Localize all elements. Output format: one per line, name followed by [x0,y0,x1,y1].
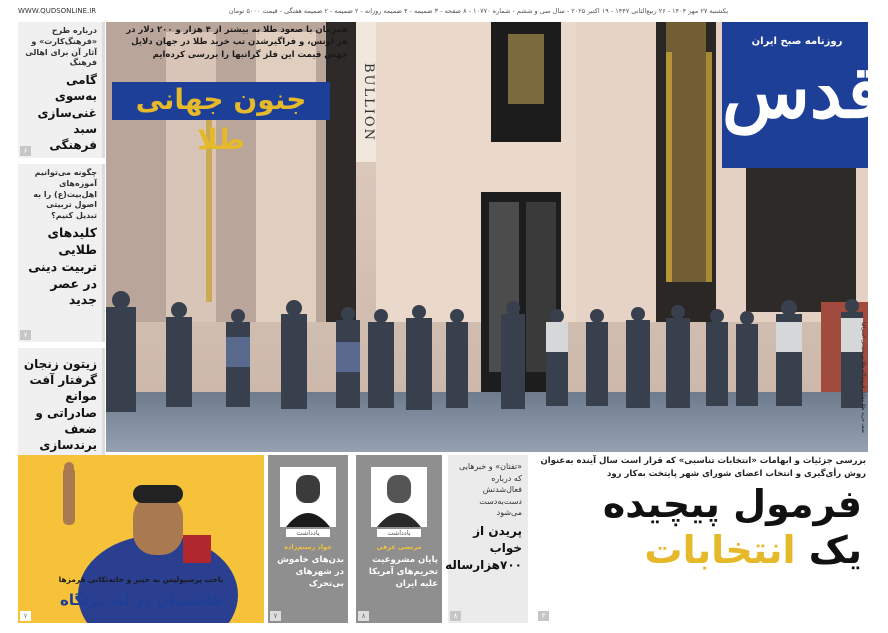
sidebar [18,22,102,452]
column-text: پایان مشروعیت تحریم‌های آمریکا علیه ایران [368,555,438,589]
sidebar-headline: کلیدهای طلایی تربیت دینی در عصر جدید [28,224,97,308]
logo-text: قدس [722,49,883,134]
main-headline-1: فرمول پیچیده [602,481,862,526]
page-number: ۸ [450,611,461,621]
bullion-sign: BULLION [361,62,376,142]
lead-headline: جنون جهانی طلا [135,83,307,156]
column-label: یادداشت [377,529,421,537]
sidebar-question: چگونه می‌توانیم آموزه‌های اهل‌بیت(ع) را به اصول تربیتی تبدیل کنیم؟ [33,168,97,221]
site-url[interactable]: WWW.QUDSONLINE.IR [18,7,97,15]
logo-tagline: روزنامه صبح ایران [751,36,843,47]
lead-headline-box[interactable] [112,24,348,156]
page-number: ۳ [538,611,549,621]
sport-subhead: باخت پرسپولیس به خیبر و خانه‌تکانی قرمزها [58,575,224,584]
photo-caption: صف خرید طلا مقابل فروشگاه طلا در سیدنی استرالیا [860,322,866,433]
lead-subhead: همزمان با صعود طلا به بیشتر از ۴ هزار و ۲۰۰ دلار در هر اونس، و فراگیرشدن تب خرید طلا در جهان دلایل جهش قیمت این فلز گرانبها را بررسی کرده‌ایم [126,25,348,60]
opinion-column-1[interactable] [356,455,442,623]
masthead-logo[interactable] [722,22,883,168]
dateline: یکشنبه ۲۷ مهر ۱۴۰۴ - ۲۶ ربیع‌الثانی ۱۴۴۷ - ۱۹ اکتبر ۲۰۲۵ - سال سی و ششم - شماره ۱۰۷۷۰ - ۸ صفحه - ۳ ضمیمه - ۴ ضمیمه روزانه - ۲ ضمیمه - ۲ ضمیمه هفتگی - قیمت ۵۰۰۰ تومان [228,7,728,15]
page-number: ۷ [20,330,31,340]
bottom-section [18,455,868,625]
sidebar-question: درباره طرح «فرهنگ‌کارت» و آثار آن برای اهالی فرهنگ [25,26,97,68]
opinion-column-2[interactable] [268,455,348,623]
column-label: یادداشت [286,529,330,537]
top-strip [0,0,888,20]
main-headline-2b: انتخابات [644,528,796,572]
sidebar-item-3[interactable] [18,348,105,472]
page-number: ۷ [20,611,31,621]
author-photo [371,467,427,527]
column-author: مرتضی غرقی [376,543,422,551]
main-headline-2 [534,528,868,574]
sidebar-item-1[interactable] [18,22,105,158]
page-number: ۸ [358,611,369,621]
sport-box[interactable] [18,455,264,623]
page-number: ۶ [20,146,31,156]
brief-box[interactable] [445,455,528,623]
page-number: ۷ [270,611,281,621]
sidebar-headline: زیتون زنجان گرفتار آفت موانع صادراتی و ضعف برندسازی [23,357,97,452]
main-story[interactable] [534,455,868,623]
main-headline-2a: یک [795,528,862,572]
column-author: جواد رستم‌زاده [284,543,332,551]
author-photo [280,467,336,527]
brief-headline: پریدن از خواب ۷۰۰هزارساله [445,523,522,572]
sport-headline: هاشمیان در لبه پرتگاه [59,591,223,609]
sidebar-headline: گامی به‌سوی غنی‌سازی سبد فرهنگی [37,73,97,152]
sidebar-item-2[interactable] [18,164,105,342]
main-subhead: بررسی جزئیات و ابهامات «انتخابات تناسبی» که قرار است سال آینده به‌عنوان روش رأی‌گیری و انتخاب اعضای شورای شهر پایتخت به‌کار رود [540,456,866,479]
column-text: بدن‌های خاموش در شهرهای بی‌تحرک [277,555,344,589]
brief-text: «تفتان» و خبرهایی که درباره فعال‌شدنش دست‌به‌دست می‌شود [458,462,522,518]
